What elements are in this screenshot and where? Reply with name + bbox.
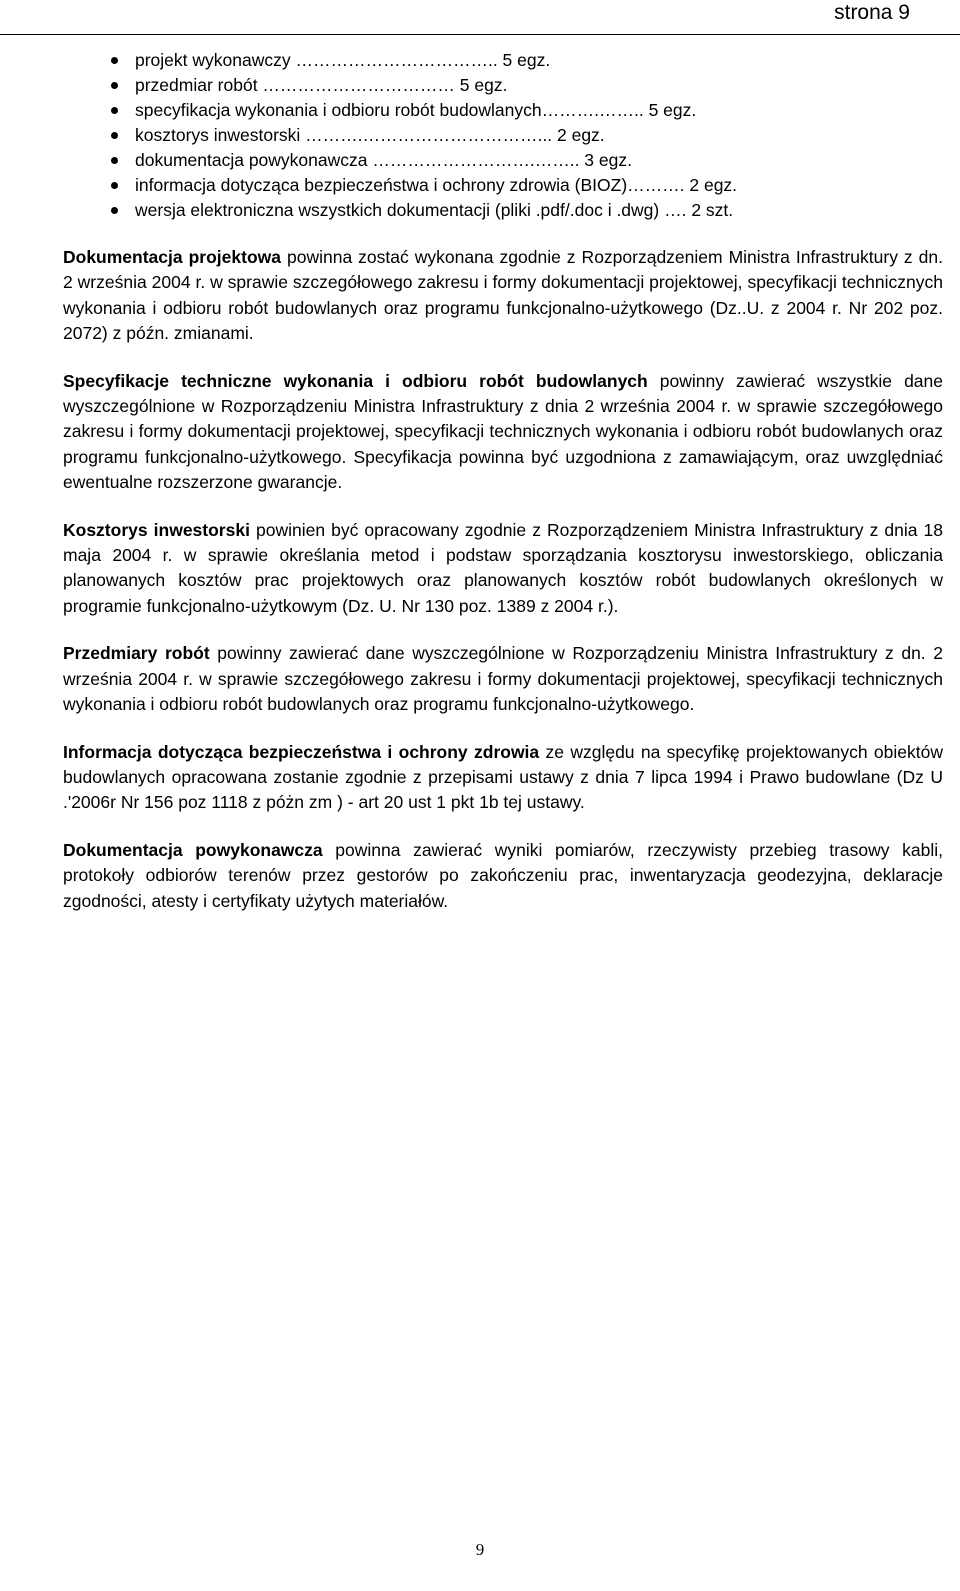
paragraph-dokumentacja-projektowa <box>63 245 943 347</box>
page-header <box>0 0 960 35</box>
list-item-text: projekt wykonawczy …………………………….. 5 egz. <box>135 50 551 70</box>
list-item <box>135 173 943 198</box>
list-item-text: wersja elektroniczna wszystkich dokumentacji (pliki .pdf/.doc i .dwg) …. 2 szt. <box>135 200 734 220</box>
paragraph-lead: Dokumentacja powykonawcza <box>63 839 323 860</box>
paragraph-przedmiary-robot <box>63 641 943 717</box>
bullet-icon <box>111 182 118 189</box>
deliverables-list <box>63 48 943 223</box>
paragraph-body: powinna zawierać wyniki pomiarów, rzeczywisty przebieg trasowy kabli, protokoły odbiorów terenów przez gestorów po zakończeniu prac, inwentaryzacja geodezyjna, deklaracje zgodności, atesty i certyfikaty użytych materiałów. <box>63 839 943 911</box>
list-item <box>135 98 943 123</box>
page-number: 9 <box>475 1540 485 1559</box>
paragraph-body: powinny zawierać wszystkie dane wyszczególnione w Rozporządzeniu Ministra Infrastruktury z dnia 2 września 2004 r. w sprawie szczegółowego zakresu i formy dokumentacji projektowej, specyfikacji technicznych wykonania i odbioru robót budowlanych oraz programu funkcjonalno-użytkowego. Specyfikacja powinna być uzgodniona z zamawiającym, oraz uwzględniać ewentualne rozszerzone gwarancje. <box>63 370 943 493</box>
document-body <box>63 48 943 914</box>
bullet-icon <box>111 57 118 64</box>
paragraph-kosztorys-inwestorski <box>63 518 943 620</box>
paragraph-body: powinien być opracowany zgodnie z Rozporządzeniem Ministra Infrastruktury z dnia 18 maja 2004 r. w sprawie określania metod i podstaw sporządzania kosztorysu inwestorskiego, obliczania planowanych kosztów prac projektowych oraz planowanych kosztów robót budowlanych określonych w programie funkcjonalno-użytkowym (Dz. U. Nr 130 poz. 1389 z 2004 r.). <box>63 519 944 616</box>
bullet-icon <box>111 82 118 89</box>
list-item-text: dokumentacja powykonawcza ……………………….…….. 3 egz. <box>135 150 632 170</box>
list-item-text: informacja dotycząca bezpieczeństwa i ochrony zdrowia (BIOZ)………. 2 egz. <box>135 175 738 195</box>
paragraph-lead: Dokumentacja projektowa <box>63 247 281 267</box>
list-item-text: kosztorys inwestorski ……….…………………………... 2 egz. <box>135 125 605 145</box>
bullet-icon <box>111 107 118 114</box>
page-header-label: strona 9 <box>834 1 910 24</box>
paragraph-dokumentacja-powykonawcza <box>63 838 943 914</box>
bullet-icon <box>111 132 118 139</box>
bullet-icon <box>111 157 118 164</box>
list-item-text: przedmiar robót …………………………… 5 egz. <box>135 75 508 95</box>
list-item <box>135 48 943 73</box>
paragraph-body: powinny zawierać dane wyszczególnione w Rozporządzeniu Ministra Infrastruktury z dn. 2 września 2004 r. w sprawie szczegółowego zakresu i formy dokumentacji projektowej, specyfikacji technicznych wykonania i odbioru robót budowlanych oraz programu funkcjonalno-użytkowego. <box>63 643 943 715</box>
list-item-text: specyfikacja wykonania i odbioru robót budowlanych……….…….. 5 egz. <box>135 100 697 120</box>
paragraph-lead: Kosztorys inwestorski <box>63 519 250 540</box>
paragraph-lead: Informacja dotycząca bezpieczeństwa i ochrony zdrowia <box>63 741 540 762</box>
paragraph-informacja-bioz <box>63 740 943 816</box>
paragraph-specyfikacje-techniczne <box>63 369 943 496</box>
paragraph-lead: Specyfikacje techniczne wykonania i odbioru robót budowlanych <box>63 370 648 391</box>
list-item <box>135 73 943 98</box>
paragraph-body: ze względu na specyfikę projektowanych obiektów budowlanych opracowana zostanie zgodnie z przepisami ustawy z dnia 7 lipca 1994 i Prawo budowlane (Dz U .'2006r Nr 156 poz 1118 z póżn zm ) - art 20 ust 1 pkt 1b tej ustawy. <box>63 741 943 813</box>
paragraph-lead: Przedmiary robót <box>63 643 210 664</box>
paragraph-body: powinna zostać wykonana zgodnie z Rozporządzeniem Ministra Infrastruktury z dn. 2 września 2004 r. w sprawie szczegółowego zakresu i formy dokumentacji projektowej, specyfikacji technicznych wykonania i odbioru robót budowlanych oraz programu funkcjonalno-użytkowego (Dz..U. z 2004 r. Nr 202 poz. 2072) z późn. zmianami. <box>63 247 943 344</box>
list-item <box>135 148 943 173</box>
list-item <box>135 123 943 148</box>
list-item <box>135 198 943 223</box>
bullet-icon <box>111 207 118 214</box>
